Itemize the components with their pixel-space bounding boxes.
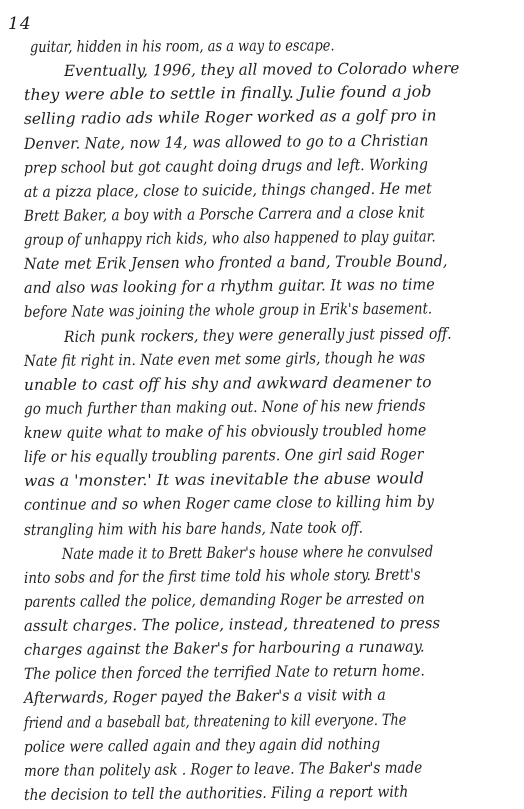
- text-line-13: Rich punk rockers, they were generally just pissed off.: [63, 324, 452, 346]
- page-number: 14: [8, 14, 32, 34]
- text-line-25: assult charges. The police, instead, threatened to press: [23, 614, 441, 636]
- text-line-6: prep school but got caught doing drugs and left. Working: [23, 155, 429, 177]
- text-line-22: Nate made it to Brett Baker's house where he convulsed: [61, 542, 434, 563]
- text-line-21: strangling him with his bare hands, Nate took off.: [23, 518, 364, 539]
- text-line-3: they were able to settle in finally. Julie found a job: [23, 82, 432, 105]
- text-line-1: guitar, hidden in his room, as a way to escape.: [29, 36, 335, 56]
- text-line-15: unable to cast off his shy and awkward deamener to: [23, 372, 432, 394]
- text-line-19: was a 'monster.' It was inevitable the abuse would: [23, 469, 425, 491]
- text-line-4: selling radio ads while Roger worked as a golf pro in: [23, 106, 437, 129]
- text-line-5: Denver. Nate, now 14, was allowed to go to a Christian: [23, 130, 429, 153]
- text-line-17: knew quite what to make of his obviously troubled home: [23, 421, 427, 443]
- text-line-18: life or his equally troubling parents. One girl said Roger: [23, 445, 424, 467]
- text-line-29: friend and a baseball bat, threatening to kill everyone. The: [23, 710, 407, 732]
- text-line-30: police were called again and they again did nothing: [23, 734, 381, 756]
- text-line-12: before Nate was joining the whole group in Erik's basement.: [23, 299, 433, 322]
- text-line-32: the decision to tell the authorities. Filing a report with: [23, 782, 409, 804]
- text-line-8: Brett Baker, a boy with a Porsche Carrera and a close knit: [23, 203, 425, 225]
- text-line-26: charges against the Baker's for harbouring a runaway.: [23, 637, 425, 660]
- text-line-24: parents called the police, demanding Roger be arrested on: [23, 589, 425, 611]
- text-line-7: at a pizza place, close to suicide, things changed. He met: [23, 179, 432, 201]
- text-line-14: Nate fit right in. Nate even met some girls, though he was: [23, 348, 426, 370]
- text-line-11: and also was looking for a rhythm guitar. It was no time: [23, 275, 435, 298]
- text-line-9: group of unhappy rich kids, who also happened to play guitar.: [23, 227, 436, 250]
- text-line-28: Afterwards, Roger payed the Baker's a visit with a: [23, 686, 386, 708]
- text-line-10: Nate met Erik Jensen who fronted a band, Trouble Bound,: [23, 252, 448, 274]
- text-line-31: more than politely ask . Roger to leave. The Baker's made: [23, 758, 423, 780]
- text-line-2: Eventually, 1996, they all moved to Colorado where: [63, 59, 460, 81]
- text-line-16: go much further than making out. None of his new friends: [23, 396, 426, 418]
- text-line-20: continue and so when Roger came close to killing him by: [23, 492, 435, 515]
- text-line-23: into sobs and for the first time told his whole story. Brett's: [23, 565, 421, 587]
- text-line-27: The police then forced the terrified Nate to return home.: [23, 661, 425, 684]
